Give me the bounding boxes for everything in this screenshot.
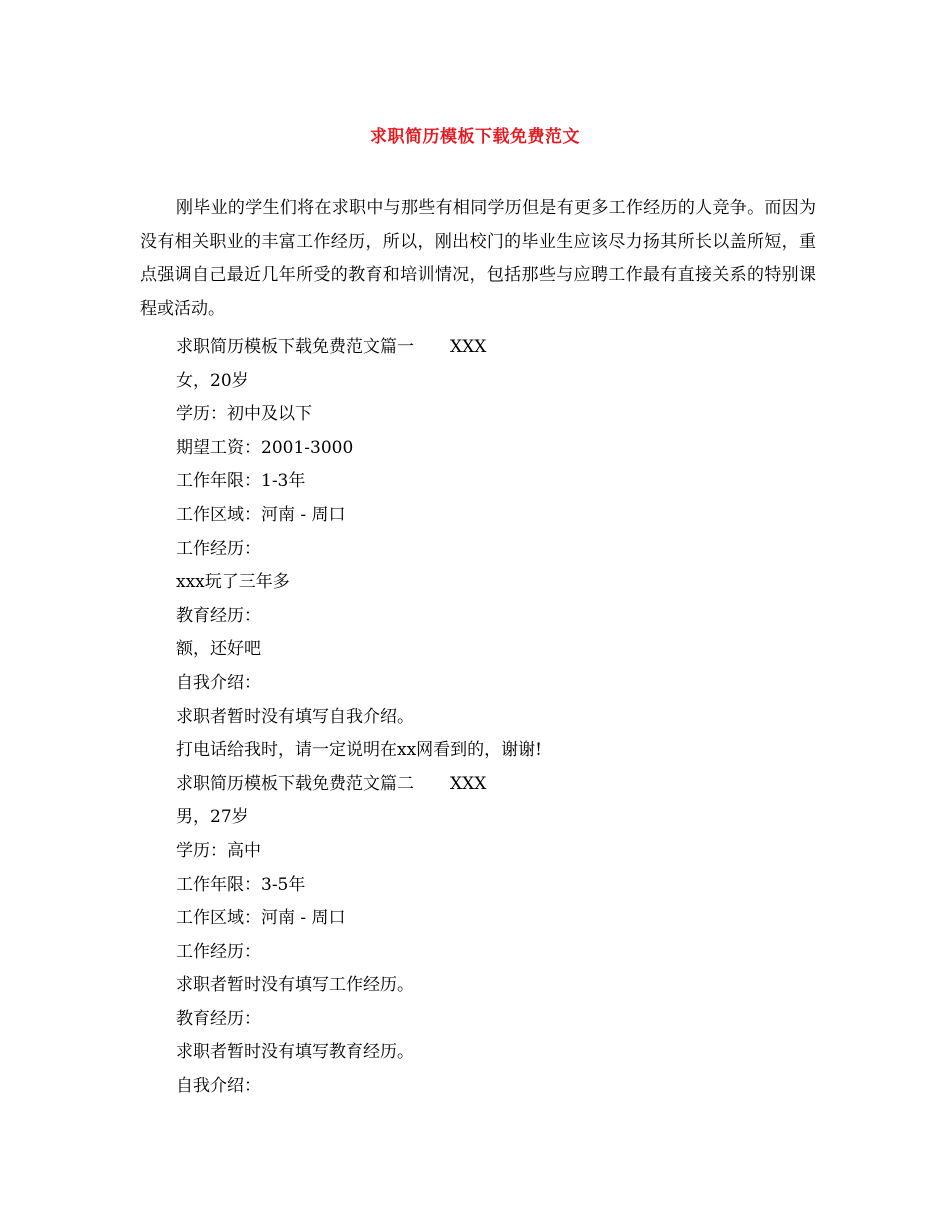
sample1-contact-note: 打电话给我时，请一定说明在xx网看到的，谢谢! [176, 740, 543, 761]
sample2-heading-line [176, 768, 816, 802]
sample2-work-exp-label: 工作经历： [176, 941, 261, 962]
sample1-education-level: 学历：初中及以下 [176, 404, 312, 425]
sample2-name: XXX [450, 773, 487, 794]
sample1-edu-exp-value: 额，还好吧 [176, 639, 261, 660]
sample2-work-exp-value: 求职者暂时没有填写工作经历。 [176, 975, 414, 996]
sample1-gender-age: 女，20岁 [176, 370, 249, 391]
sample1-years-worked: 工作年限：1-3年 [176, 471, 306, 492]
sample1-work-exp-value: xxx玩了三年多 [176, 572, 290, 593]
sample2-edu-exp-value: 求职者暂时没有填写教育经历。 [176, 1042, 414, 1063]
sample1-name: XXX [450, 337, 487, 357]
sample1-edu-exp-label: 教育经历： [176, 605, 261, 626]
sample2-self-intro-label: 自我介绍： [176, 1076, 261, 1097]
sample1-work-exp-label: 工作经历： [176, 538, 261, 559]
sample2-years-worked: 工作年限：3-5年 [176, 874, 306, 895]
resume-samples [176, 331, 816, 1104]
document-title: 求职简历模板下载免费范文 [370, 127, 580, 147]
intro-paragraph: 刚毕业的学生们将在求职中与那些有相同学历但是有更多工作经历的人竞争。而因为没有相关职业的丰富工作经历，所以，刚出校门的毕业生应该尽力扬其所长以盖所短，重点强调自己最近几年所受的教育和培训情况，包括那些与应聘工作最有直接关系的特别课程或活动。 [140, 198, 816, 319]
sample1-heading-line [176, 331, 816, 365]
sample2-edu-exp-label: 教育经历： [176, 1008, 261, 1029]
sample1-self-intro-value: 求职者暂时没有填写自我介绍。 [176, 706, 414, 727]
sample1-work-area: 工作区域：河南 - 周口 [176, 504, 346, 525]
sample2-gender-age: 男，27岁 [176, 807, 249, 828]
sample2-heading: 求职简历模板下载免费范文篇二 [176, 773, 414, 794]
sample1-expected-salary: 期望工资：2001-3000 [176, 437, 354, 458]
sample2-work-area: 工作区域：河南 - 周口 [176, 908, 346, 929]
sample2-education-level: 学历：高中 [176, 840, 261, 861]
sample1-self-intro-label: 自我介绍： [176, 672, 261, 693]
sample1-heading: 求职简历模板下载免费范文篇一 [176, 337, 414, 357]
